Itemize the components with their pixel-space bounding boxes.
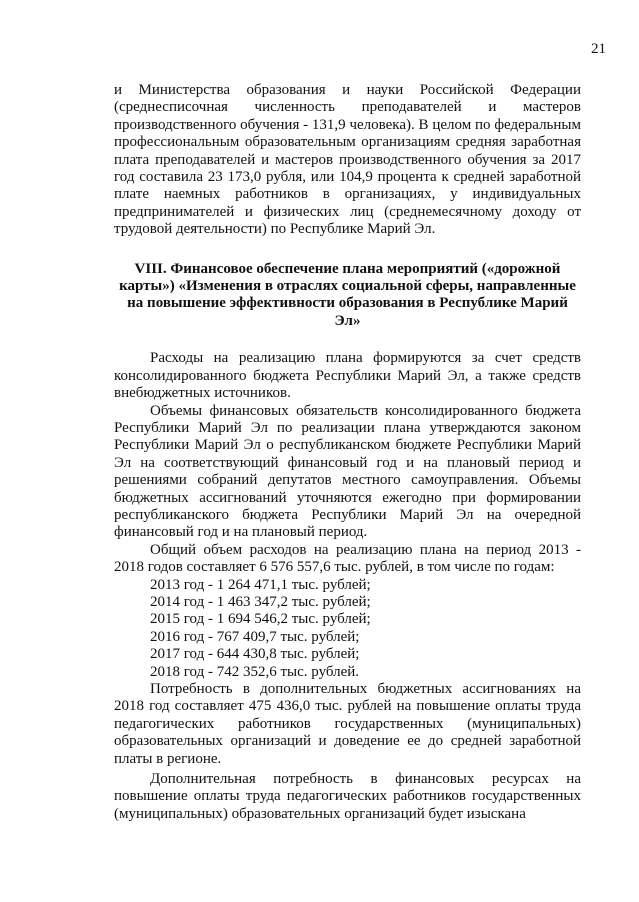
list-item: 2015 год - 1 694 546,2 тыс. рублей; xyxy=(150,611,371,628)
list-item: 2018 год - 742 352,6 тыс. рублей. xyxy=(150,663,360,680)
list-item: 2017 год - 644 430,8 тыс. рублей; xyxy=(150,646,360,663)
paragraph-additional-allocations: Потребность в дополнительных бюджетных ассигнованиях на 2018 год составляет 475 436,0 тыс. рублей на повышение оплаты труда педагогических работников государственных (муниципальных) образовательных организаций и доведение ее до средней заработной платы в регионе. xyxy=(114,681,581,767)
paragraph-funding-sources: Расходы на реализацию плана формируются за счет средств консолидированного бюджета Республики Марий Эл, а также средств внебюджетных источников. xyxy=(114,350,581,402)
paragraph-total-expenses: Общий объем расходов на реализацию плана на период 2013 - 2018 годов составляет 6 576 557,6 тыс. рублей, в том числе по годам: xyxy=(114,541,581,576)
list-item: 2016 год - 767 409,7 тыс. рублей; xyxy=(150,628,360,645)
list-item: 2013 год - 1 264 471,1 тыс. рублей; xyxy=(150,576,371,593)
paragraph-financial-obligations: Объемы финансовых обязательств консолидированного бюджета Республики Марий Эл по реализации плана утверждаются законом Республики Марий Эл о республиканском бюджете Республики Марий Эл на соответствующий финансовый год и на плановый период и решениями собраний депутатов местного самоуправления. Объемы бюджетных ассигнований уточняются ежегодно при формировании республиканского бюджета Республики Марий Эл на очередной финансовый год и на плановый период. xyxy=(114,402,581,541)
yearly-expenses-list xyxy=(114,577,581,681)
paragraph-additional-need: Дополнительная потребность в финансовых ресурсах на повышение оплаты труда педагогических работников государственных (муниципальных) образовательных организаций будет изыскана xyxy=(114,771,581,822)
page-number: 21 xyxy=(591,41,606,57)
list-item: 2014 год - 1 463 347,2 тыс. рублей; xyxy=(150,593,371,610)
section-heading: VIII. Финансовое обеспечение плана мероприятий («дорожной карты») «Изменения в отраслях социальной сферы, направленные на повышение эффективности образования в Республике Марий Эл» xyxy=(119,260,576,329)
paragraph-intro: и Министерства образования и науки Российской Федерации (среднесписочная численность преподавателей и мастеров производственного обучения - 131,9 человека). В целом по федеральным профессиональным образовательным организациям средняя заработная плата преподавателей и мастеров производственного обучения за 2017 год составила 23 173,0 рубля, или 104,9 процента к средней заработной плате наемных работников в организациях, у индивидуальных предпринимателей и физических лиц (среднемесячному доходу от трудовой деятельности) по Республике Марий Эл. xyxy=(114,82,581,238)
document-body xyxy=(114,82,581,823)
